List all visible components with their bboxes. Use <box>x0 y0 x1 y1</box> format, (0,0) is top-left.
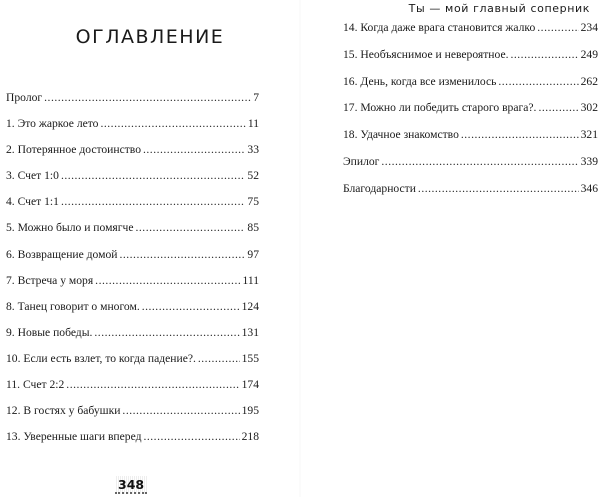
dot-leader <box>119 248 245 262</box>
toc-entry-label: 18. Удачное знакомство <box>343 128 459 142</box>
dot-leader <box>537 21 578 35</box>
toc-entry[interactable] <box>6 169 259 183</box>
toc-entry[interactable] <box>343 48 598 62</box>
toc-entry[interactable] <box>343 75 598 89</box>
toc-entry[interactable] <box>6 248 259 262</box>
toc-entry[interactable] <box>343 155 598 169</box>
toc-entry-page: 234 <box>580 21 598 34</box>
toc-entry[interactable] <box>343 182 598 196</box>
toc-entry[interactable] <box>343 101 598 115</box>
dot-leader <box>143 430 239 444</box>
toc-list-left <box>6 91 259 456</box>
toc-entry-page: 33 <box>247 143 259 157</box>
toc-entry[interactable] <box>6 378 259 392</box>
toc-entry-label: 12. В гостях у бабушки <box>6 404 121 418</box>
toc-entry[interactable] <box>6 274 259 288</box>
toc-entry-page: 52 <box>247 169 259 183</box>
dot-leader <box>510 48 578 62</box>
toc-entry-page: 346 <box>580 181 598 195</box>
toc-entry-page: 85 <box>247 221 259 235</box>
toc-entry-label: 5. Можно было и помягче <box>6 221 134 235</box>
toc-entry-page: 218 <box>241 430 259 444</box>
dot-leader <box>66 378 239 392</box>
toc-entry[interactable] <box>6 352 259 366</box>
toc-entry-label: 9. Новые победы. <box>6 325 93 339</box>
toc-entry-label: 16. День, когда все изменилось <box>343 74 497 88</box>
toc-entry[interactable] <box>6 326 259 340</box>
dot-leader <box>136 221 246 235</box>
toc-entry-label: 17. Можно ли победить старого врага?. <box>343 101 537 115</box>
toc-entry[interactable] <box>6 143 259 157</box>
toc-entry-page: 7 <box>253 91 259 104</box>
dot-leader <box>44 91 251 105</box>
toc-entry-label: 13. Уверенные шаги вперед <box>6 430 142 444</box>
toc-entry[interactable] <box>343 21 598 35</box>
toc-entry-page: 75 <box>247 195 259 209</box>
toc-list-right <box>343 21 598 209</box>
toc-entry-label: 7. Встреча у моря <box>6 273 94 287</box>
toc-entry-label: 4. Счет 1:1 <box>6 195 59 209</box>
toc-entry-label: 1. Это жаркое лето <box>6 117 99 131</box>
toc-entry-page: 321 <box>580 128 598 142</box>
toc-entry-label: 3. Счет 1:0 <box>6 169 59 183</box>
toc-entry[interactable] <box>6 430 259 444</box>
toc-entry-label: Эпилог <box>343 154 380 168</box>
toc-entry-label: 2. Потерянное достоинство <box>6 143 141 157</box>
toc-entry[interactable] <box>6 195 259 209</box>
toc-entry-page: 195 <box>241 404 259 418</box>
toc-entry-page: 302 <box>580 101 598 115</box>
page-number-folio: 348 <box>115 476 147 494</box>
toc-entry-label: Благодарности <box>343 181 416 195</box>
toc-entry-page: 262 <box>580 74 598 88</box>
dot-leader <box>61 195 245 209</box>
dot-leader <box>538 101 578 115</box>
dot-leader <box>95 274 240 288</box>
dot-leader <box>94 326 239 340</box>
toc-entry[interactable] <box>6 91 259 105</box>
toc-entry[interactable] <box>6 300 259 314</box>
dot-leader <box>122 404 239 418</box>
toc-entry-label: 10. Если есть взлет, то когда падение?. <box>6 351 196 365</box>
dot-leader <box>143 143 245 157</box>
toc-entry-page: 124 <box>241 299 259 313</box>
toc-entry-label: 6. Возвращение домой <box>6 247 118 261</box>
toc-entry-label: 15. Необъяснимое и невероятное. <box>343 47 509 61</box>
toc-entry[interactable] <box>6 404 259 418</box>
toc-entry[interactable] <box>6 221 259 235</box>
toc-entry[interactable] <box>6 117 259 131</box>
dot-leader <box>142 300 240 314</box>
toc-entry-label: 8. Танец говорит о многом. <box>6 299 140 313</box>
dot-leader <box>61 169 245 183</box>
toc-entry-label: 14. Когда даже врага становится жалко <box>343 21 536 34</box>
toc-entry-page: 11 <box>247 117 259 131</box>
dot-leader <box>381 155 578 169</box>
toc-entry-label: 11. Счет 2:2 <box>6 378 65 392</box>
toc-entry-page: 97 <box>247 247 259 261</box>
toc-entry-page: 155 <box>241 351 259 365</box>
toc-entry-page: 249 <box>580 47 598 61</box>
dot-leader <box>198 352 240 366</box>
toc-entry-page: 339 <box>580 154 598 168</box>
dot-leader <box>498 75 578 89</box>
toc-entry-page: 111 <box>242 273 259 287</box>
toc-entry-page: 174 <box>241 378 259 392</box>
running-head: Ты — мой главный соперник <box>408 2 590 15</box>
dot-leader <box>100 117 245 131</box>
toc-entry-page: 131 <box>241 325 259 339</box>
toc-entry[interactable] <box>343 128 598 142</box>
right-page <box>300 0 600 497</box>
toc-title: ОГЛАВЛЕНИЕ <box>75 26 225 48</box>
dot-leader <box>461 128 579 142</box>
toc-entry-label: Пролог <box>6 91 43 104</box>
dot-leader <box>418 182 579 196</box>
